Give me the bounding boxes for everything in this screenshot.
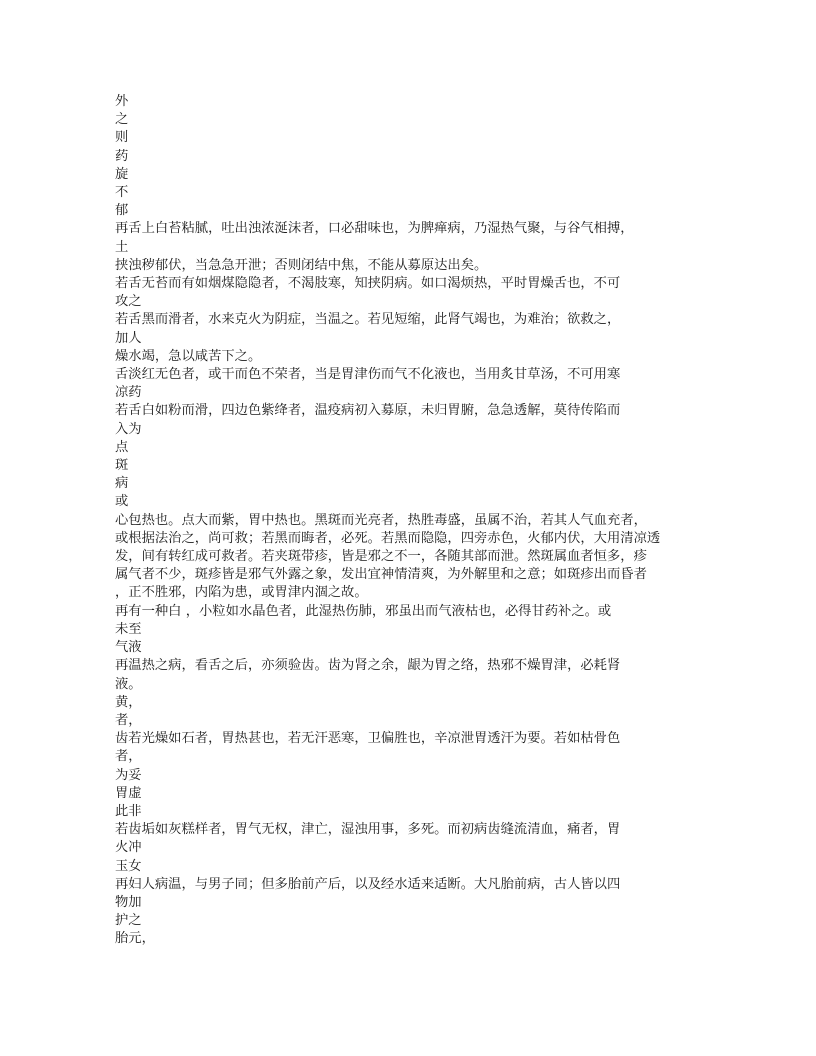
text-line: 舌淡红无色者，或干而色不荣者，当是胃津伤而气不化液也，当用炙甘草汤，不可用寒	[115, 367, 621, 383]
text-line: 玉女	[115, 858, 142, 874]
text-line: 旋	[115, 166, 129, 182]
text-line: 凉药	[115, 385, 142, 401]
text-line: 胃虚	[115, 785, 142, 801]
text-line: 护之	[115, 913, 142, 929]
text-line: 属气者不少，斑疹皆是邪气外露之象，发出宜神情清爽，为外解里和之意；如斑疹出而昏者	[115, 567, 647, 583]
text-line: 攻之	[115, 294, 142, 310]
text-line: 黄，	[115, 694, 142, 710]
text-line: 再有一种白 ，小粒如水晶色者，此湿热伤肺，邪虽出而气液枯也，必得甘药补之。或	[115, 603, 612, 619]
text-line: 之	[115, 112, 129, 128]
text-line: 气液	[115, 640, 142, 656]
text-line: 此非	[115, 803, 142, 819]
text-line: 点	[115, 439, 129, 455]
text-line: 火冲	[115, 840, 142, 856]
text-line: 心包热也。点大而紫，胃中热也。黑斑而光亮者，热胜毒盛，虽属不治，若其人气血充者，	[115, 512, 647, 528]
text-line: 齿若光燥如石者，胃热甚也，若无汗恶寒，卫偏胜也，辛凉泄胃透汗为要。若如枯骨色	[115, 731, 621, 747]
text-line: 则	[115, 130, 129, 146]
text-line: 不	[115, 185, 129, 201]
text-line: 者，	[115, 712, 142, 728]
text-line: 再舌上白苔粘腻，吐出浊浓涎沫者，口必甜味也，为脾瘅病，乃湿热气聚，与谷气相搏，	[115, 221, 634, 237]
text-line: 或根据法治之，尚可救；若黑而晦者，必死。若黑而隐隐，四旁赤色，火郁内伏，大用清凉透	[115, 530, 661, 546]
text-line: 病	[115, 476, 129, 492]
text-line: 胎元，	[115, 931, 155, 947]
text-line: 若舌白如粉而滑，四边色紫绛者，温疫病初入募原，未归胃腑，急急透解，莫待传陷而	[115, 403, 621, 419]
text-line: 挟浊秽郁伏，当急急开泄；否则闭结中焦，不能从募原达出矣。	[115, 257, 488, 273]
text-line: 入为	[115, 421, 142, 437]
text-line: 再妇人病温，与男子同；但多胎前产后，以及经水适来适断。大凡胎前病，古人皆以四	[115, 876, 621, 892]
text-line: 若舌黑而滑者，水来克火为阴症，当温之。若见短缩，此肾气竭也，为难治；欲救之，	[115, 312, 621, 328]
text-line: 外	[115, 94, 129, 109]
text-line: 燥水竭，急以咸苦下之。	[115, 348, 262, 364]
text-line: 物加	[115, 894, 142, 910]
text-line: 为妥	[115, 767, 142, 783]
document-text-body	[115, 93, 703, 949]
text-line: 药	[115, 148, 129, 164]
text-line: 加人	[115, 330, 142, 346]
text-line: 未至	[115, 621, 142, 637]
text-line: 或	[115, 494, 129, 510]
text-line: 液。	[115, 676, 142, 692]
text-line: 土	[115, 239, 129, 255]
text-line: 若舌无苔而有如烟煤隐隐者，不渴肢寒，知挟阴病。如口渴烦热，平时胃燥舌也，不可	[115, 276, 621, 292]
text-line: 斑	[115, 458, 129, 474]
text-line: 再温热之病，看舌之后，亦须验齿。齿为肾之余，龈为胃之络，热邪不燥胃津，必耗肾	[115, 658, 621, 674]
text-line: 郁	[115, 203, 129, 219]
text-line: 者，	[115, 749, 142, 765]
text-line: 发，间有转红成可救者。若夹斑带疹，皆是邪之不一，各随其部而泄。然斑属血者恒多，疹	[115, 549, 647, 565]
text-line: 若齿垢如灰糕样者，胃气无权，津亡，湿浊用事，多死。而初病齿缝流清血，痛者，胃	[115, 822, 621, 838]
text-line: ，正不胜邪，内陷为患，或胃津内涸之故。	[115, 585, 368, 601]
